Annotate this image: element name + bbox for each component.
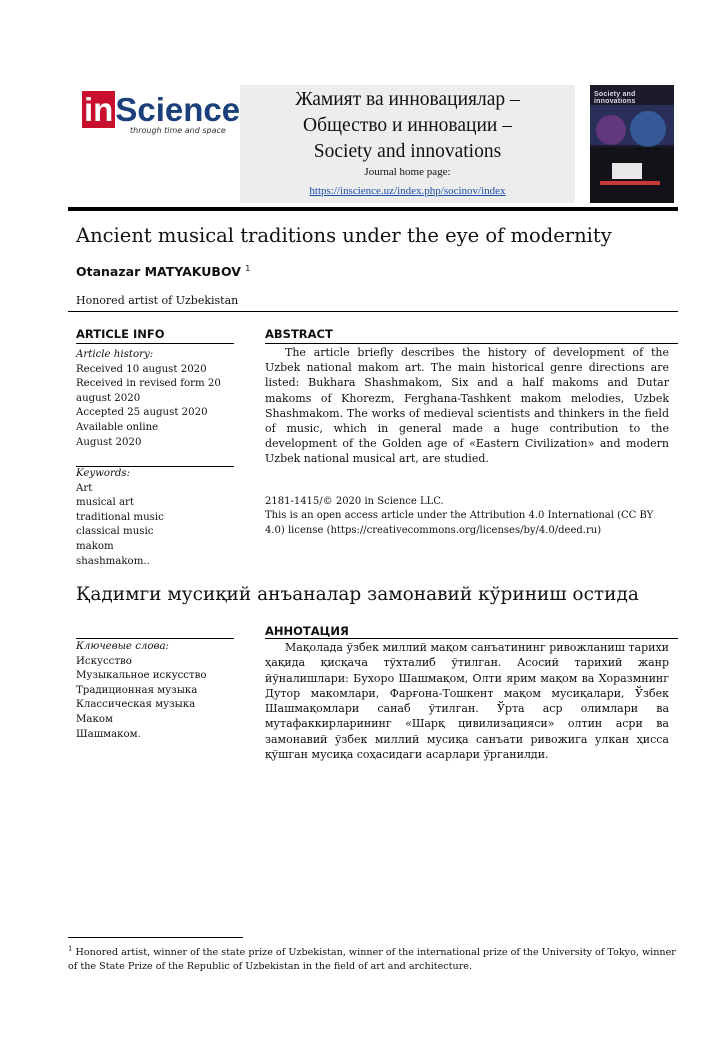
- article-history: [76, 348, 221, 450]
- history-label: Article history:: [76, 349, 154, 360]
- article-info-rule: [76, 343, 234, 344]
- header-rule: [68, 207, 678, 211]
- keywords-ru-rule: [76, 638, 234, 639]
- keywords-ru-list: [76, 640, 207, 742]
- homepage-link[interactable]: https://inscience.uz/index.php/socinov/index: [309, 185, 506, 197]
- homepage-label: Journal home page:: [364, 166, 451, 178]
- cover-title: Society and innovations: [594, 91, 636, 105]
- logo-in-text: in: [84, 91, 114, 128]
- journal-logo: [82, 92, 242, 152]
- history-line: August 2020: [76, 436, 142, 448]
- journal-title-ru: Общество и инновации –: [303, 115, 512, 136]
- annotation-heading: АННОТАЦИЯ: [265, 624, 349, 638]
- keyword-item: traditional music: [76, 511, 164, 523]
- footnote-text: Honored artist, winner of the state prize of Uzbekistan, winner of the international prize of the University of Tokyo, winner of the State Prize of the Republic of Uzbekistan in the field of art and architecture.: [68, 947, 676, 973]
- keyword-item: musical art: [76, 497, 135, 509]
- journal-title-uz: Жамият ва инновациялар –: [295, 89, 520, 110]
- footnote-mark: 1: [68, 945, 73, 953]
- article-title-uzbek: Қадимги мусиқий анъаналар замонавий кўриниш остида: [76, 584, 639, 605]
- license-line: This is an open access article under the Attribution 4.0 International (CC BY 4.0) license (https://creativecommons.org/licenses/by/4.0/deed.ru): [265, 510, 654, 536]
- journal-title-en: Society and innovations: [313, 141, 502, 162]
- history-line: Received in revised form 20: [76, 378, 221, 390]
- keyword-ru-item: Музыкальное искусство: [76, 670, 207, 682]
- abstract-heading: ABSTRACT: [265, 327, 333, 341]
- article-title: Ancient musical traditions under the eye of modernity: [76, 224, 612, 247]
- keyword-item: Art: [76, 482, 93, 494]
- history-line: Available online: [76, 421, 159, 433]
- author-affiliation: Honored artist of Uzbekistan: [76, 294, 239, 307]
- author-name: [76, 264, 250, 279]
- keywords-ru-label: Ключевые слова:: [76, 641, 169, 652]
- annotation-rule: [265, 638, 678, 639]
- copyright-line: 2181-1415/© 2020 in Science LLC.: [265, 496, 444, 507]
- copyright-notice: [265, 495, 670, 538]
- keyword-ru-item: Традиционная музыка: [76, 684, 198, 696]
- abstract-rule: [265, 343, 678, 344]
- annotation-text: Мақолада ўзбек миллий мақом санъатининг ривожланиш тарихи ҳақида қисқача тўхталиб ўтилган. Асосий тарихий жанр йўналишлари: Бухоро Шашмақом, Олти ярим мақом ва Хоразмнинг Дутор макомлари, Фарғона-Тошкент мақом мусиқалари, Ўзбек Шашмақомлари санаб ўтилган. Ўрта аср олимлари ва мутафаккирларининг «Шарқ цивилизацияси» олтин асри ва замонавий ўзбек миллий мусиқа санъати ривожига улкан ҳисса қўшган мусиқа соҳасидаги асарлари ўрганилди.: [265, 641, 670, 762]
- keyword-item: makom: [76, 540, 114, 552]
- journal-cover-image: [590, 85, 674, 203]
- history-line: august 2020: [76, 392, 141, 404]
- keyword-item: shashmakom..: [76, 555, 150, 567]
- author-name-text: Otanazar MATYAKUBOV: [76, 264, 241, 280]
- keyword-ru-item: Классическая музыка: [76, 699, 196, 711]
- logo-science-text: Science: [115, 91, 241, 128]
- footnote-rule: [68, 937, 243, 938]
- author-footnote-mark[interactable]: 1: [245, 264, 251, 273]
- article-info-heading: ARTICLE INFO: [76, 327, 165, 341]
- keyword-item: classical music: [76, 526, 154, 538]
- keywords-label: Keywords:: [76, 468, 131, 479]
- keyword-ru-item: Шашмаком.: [76, 728, 141, 740]
- abstract-text: The article briefly describes the history of development of the Uzbek national makom art. The main historical genre directions are listed: Bukhara Shashmakom, Six and a half makoms and Dutar makoms of Khorezm, Ferghana-Tashkent makom melodies, Uzbek Shashmakom. The works of medieval scientists and thinkers in the field of music, which in general made a huge contribution to the development of the Golden age of «Eastern Civilization» and modern Uzbek national musical art, are studied.: [265, 346, 669, 466]
- keywords-list: [76, 467, 164, 569]
- section-rule: [68, 311, 678, 312]
- history-line: Accepted 25 august 2020: [76, 407, 208, 419]
- keyword-ru-item: Маком: [76, 713, 113, 725]
- footnote: [68, 942, 678, 974]
- journal-header-box: [240, 85, 575, 203]
- keyword-ru-item: Искусство: [76, 655, 132, 667]
- history-line: Received 10 august 2020: [76, 363, 207, 375]
- logo-tagline: through time and space: [130, 126, 226, 135]
